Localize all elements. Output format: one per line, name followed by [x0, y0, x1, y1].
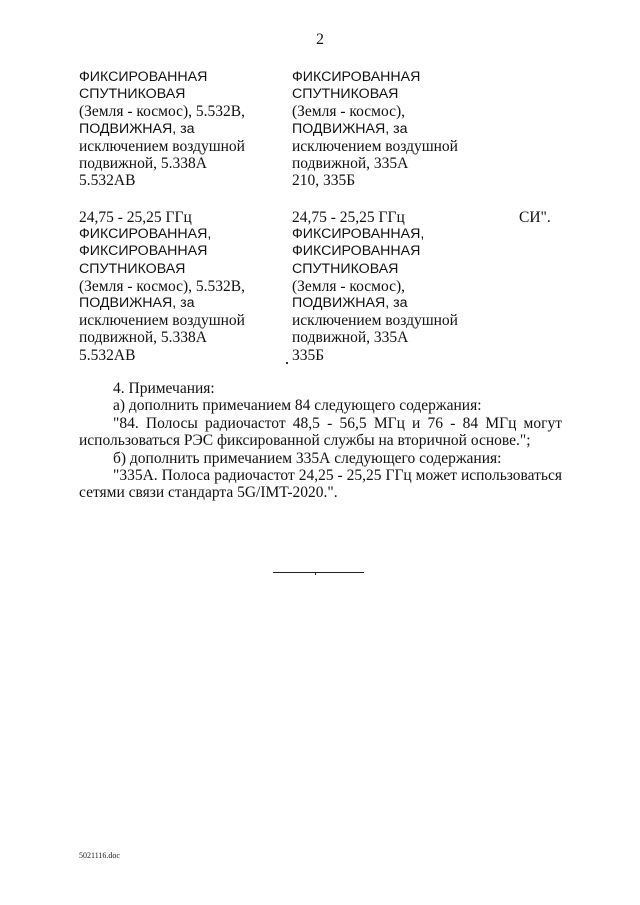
cell-line: 210, 335Б [292, 172, 356, 190]
cell-line: ПОДВИЖНАЯ, за [79, 120, 195, 137]
note-335a-line-2: сетями связи стандарта 5G/IMT-2020.". [79, 484, 338, 502]
cell-line: подвижной, 5.338А [79, 329, 207, 347]
service-suffix: СИ". [519, 209, 551, 226]
note-84-line-1: "84. Полосы радиочастот 48,5 - 56,5 МГц и 76 - 84 МГц могут [113, 414, 562, 432]
cell-line: (Земля - космос), 5.532В, [79, 103, 245, 121]
cell-line: СПУТНИКОВАЯ [79, 86, 186, 103]
cell-line: ПОДВИЖНАЯ, за [292, 295, 408, 312]
cell-line: (Земля - космос), [292, 277, 406, 295]
row2-left-cell [79, 209, 245, 364]
cell-line: (Земля - космос), [292, 103, 406, 121]
cell-line: ПОДВИЖНАЯ, за [292, 120, 408, 137]
cell-line: исключением воздушной [79, 137, 245, 155]
end-divider [273, 572, 364, 573]
document-filename: 5021116.doc [79, 851, 120, 860]
cell-line: ФИКСИРОВАННАЯ [292, 243, 421, 260]
cell-line: (Земля - космос), 5.532В, [79, 277, 245, 295]
cell-line: СПУТНИКОВАЯ [292, 260, 399, 277]
cell-line: СПУТНИКОВАЯ [292, 86, 399, 103]
cell-line: 5.532АВ [79, 346, 136, 364]
page-number: 2 [316, 31, 324, 48]
cell-line: исключением воздушной [292, 137, 458, 155]
row2-right-cell [292, 209, 458, 364]
cell-line: подвижной, 335А [292, 329, 409, 347]
cell-line: подвижной, 335А [292, 155, 409, 173]
stray-mark [286, 362, 288, 364]
cell-line: ФИКСИРОВАННАЯ, [292, 226, 425, 243]
row1-left-cell [79, 69, 245, 189]
cell-line: ФИКСИРОВАННАЯ [292, 69, 421, 85]
note-b-intro: б) дополнить примечанием 335А следующего содержания: [113, 449, 502, 467]
cell-line: СПУТНИКОВАЯ [79, 260, 186, 277]
cell-line: ФИКСИРОВАННАЯ, [79, 226, 212, 243]
note-335a-line-1: "335А. Полоса радиочастот 24,25 - 25,25 ГГц может использоваться [113, 467, 562, 485]
cell-line: 5.532АВ [79, 172, 136, 190]
cell-line: исключением воздушной [79, 312, 245, 330]
notes-heading: 4. Примечания: [113, 380, 215, 397]
cell-line: 335Б [292, 346, 325, 364]
cell-line: исключением воздушной [292, 312, 458, 330]
note-84-line-2: использоваться РЭС фиксированной службы на вторичной основе."; [79, 432, 531, 450]
end-divider-tick [315, 572, 316, 575]
cell-line: ФИКСИРОВАННАЯ [79, 69, 208, 85]
row1-right-cell [292, 69, 458, 189]
cell-line: ПОДВИЖНАЯ, за [79, 295, 195, 312]
notes-section [79, 380, 562, 502]
cell-line: подвижной, 5.338А [79, 155, 207, 173]
frequency-band: 24,75 - 25,25 ГГц [292, 209, 405, 226]
note-a-intro: а) дополнить примечанием 84 следующего содержания: [113, 397, 482, 415]
cell-line: ФИКСИРОВАННАЯ [79, 243, 208, 260]
frequency-band: 24,75 - 25,25 ГГц [79, 209, 192, 226]
